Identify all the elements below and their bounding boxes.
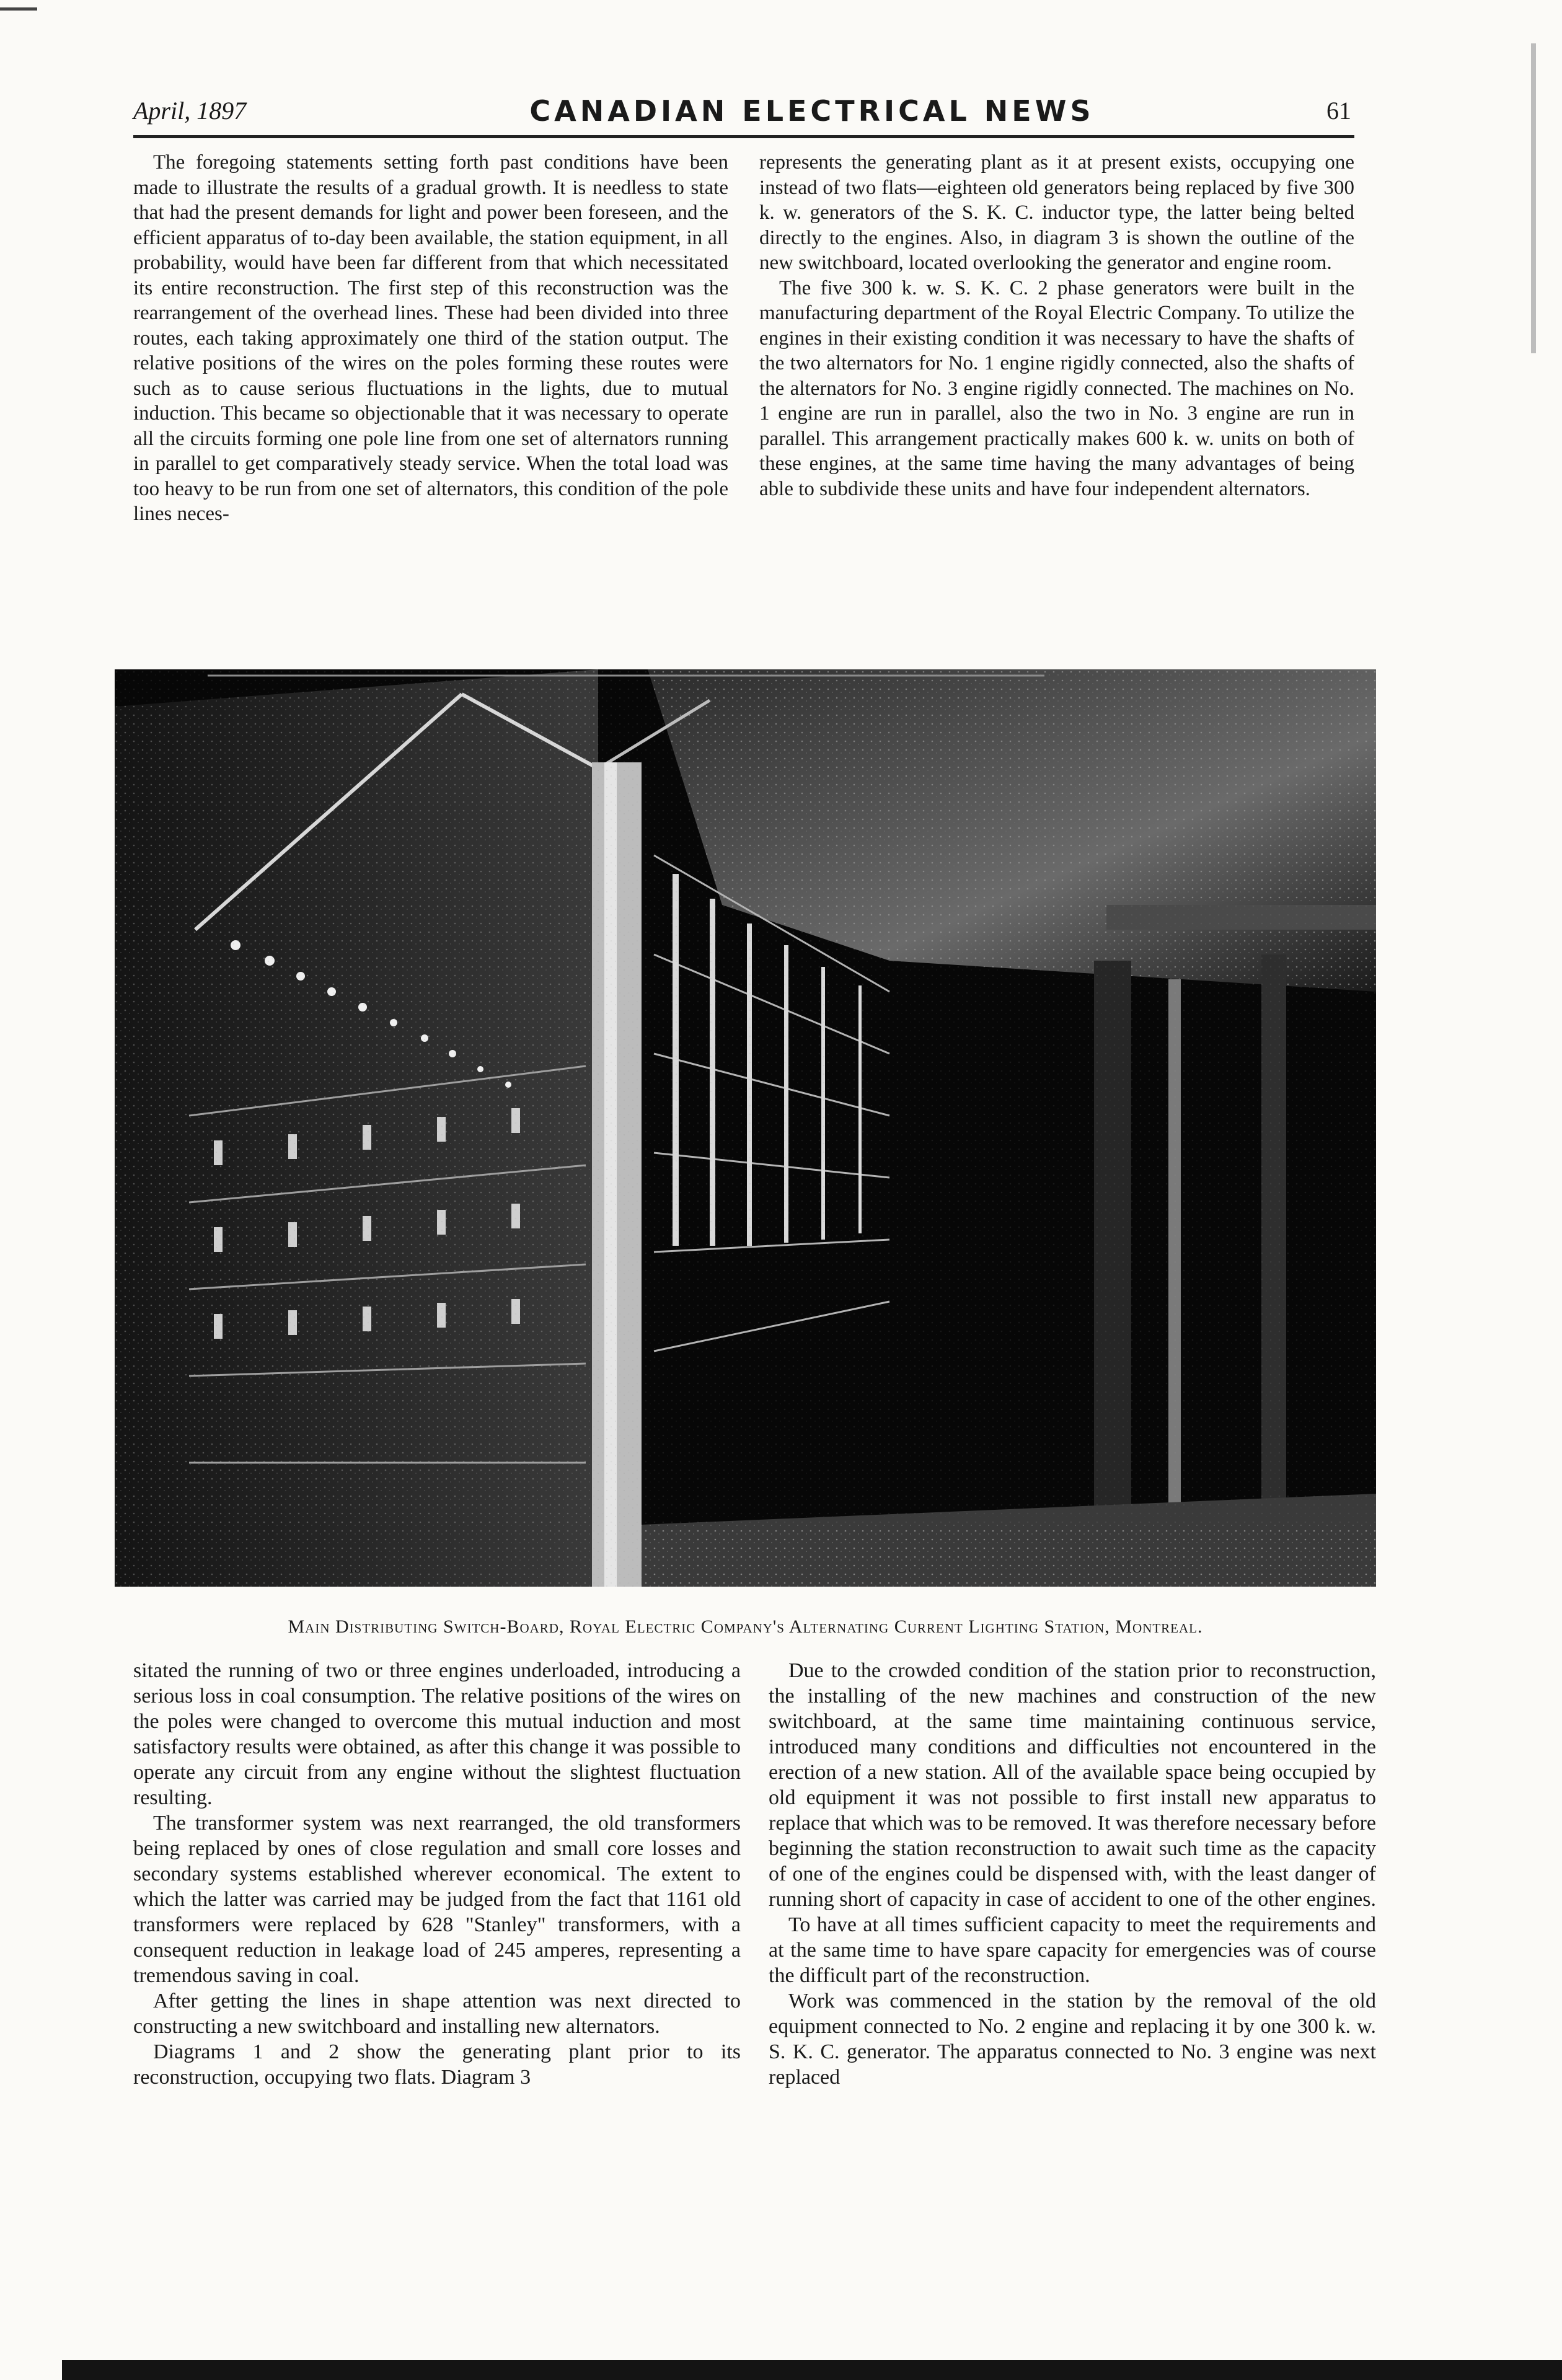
- paragraph: After getting the lines in shape attention was next directed to constructing a new switchboard and installing new alternators.: [133, 1990, 741, 2038]
- masthead-title: CANADIAN ELECTRICAL NEWS: [529, 94, 1095, 128]
- photo-caption: Main Distributing Switch-Board, Royal Electric Company's Alternating Current Lighting Station, Montreal.: [288, 1616, 1203, 1637]
- scan-bottom-edge: [62, 2360, 1562, 2380]
- switchboard-photo-illustration: [115, 669, 1376, 1587]
- paragraph: Diagrams 1 and 2 show the generating plant prior to its reconstruction, occupying two flats. Diagram 3: [133, 2040, 741, 2089]
- issue-date: April, 1897: [133, 97, 247, 125]
- scan-mark: [0, 7, 37, 11]
- paragraph: The five 300 k. w. S. K. C. 2 phase generators were built in the manufacturing department of the Royal Electric Company. To utilize the engines in their existing condition it was necessary to have the shafts of the two alternators for No. 1 engine rigidly connected, also the shafts of the alternators for No. 3 engine rigidly connected. The machines on No. 1 engine are run in parallel, also the two in No. 3 engine are run in parallel. This arrangement practically makes 600 k. w. units on both of these engines, at the same time having the many advantages of being able to subdivide these units and have four independent alternators.: [759, 276, 1354, 500]
- article-column-bottom-right: [769, 1658, 1376, 2090]
- paragraph: Work was commenced in the station by the removal of the old equipment connected to No. 2 engine and replacing it by one 300 k. w. S. K. C. generator. The apparatus connected to No. 3 engine was next replaced: [769, 1990, 1376, 2089]
- header-rule: [133, 135, 1354, 138]
- scan-edge-mark: [1531, 43, 1536, 353]
- article-column-bottom-left: [133, 1658, 741, 2090]
- page-number: 61: [1326, 97, 1351, 125]
- switchboard-photograph: [115, 669, 1376, 1587]
- article-column-top-left: [133, 150, 728, 527]
- paragraph: The foregoing statements setting forth past conditions have been made to illustrate the results of a gradual growth. It is needless to state that had the present demands for light and power been foreseen, and the efficient apparatus of to-day been available, the station equipment, in all probability, would have been far different from that which necessitated its entire reconstruction. The first step of this reconstruction was the rearrangement of the overhead lines. These had been divided into three routes, each taking approximately one third of the station output. The relative positions of the wires on the poles forming these routes were such as to cause serious fluctuations in the lights, due to mutual induction. This became so objectionable that it was necessary to operate all the circuits forming one pole line from one set of alternators running in parallel to get comparatively steady service. When the total load was too heavy to be run from one set of alternators, this condition of the pole lines neces-: [133, 151, 728, 525]
- paragraph: represents the generating plant as it at present exists, occupying one instead of two flats—eighteen old generators being replaced by five 300 k. w. generators of the S. K. C. inductor type, the latter being belted directly to the engines. Also, in diagram 3 is shown the outline of the new switchboard, located overlooking the generator and engine room.: [759, 151, 1354, 274]
- paragraph: The transformer system was next rearranged, the old transformers being replaced by ones of close regulation and small core losses and secondary systems established wherever economical. The extent to which the latter was carried may be judged from the fact that 1161 old transformers were replaced by 628 "Stanley" transformers, with a consequent reduction in leakage load of 245 amperes, representing a tremendous saving in coal.: [133, 1812, 741, 1987]
- paragraph: Due to the crowded condition of the station prior to reconstruction, the installing of the new machines and construction of the new switchboard, at the same time maintaining continuous service, introduced many conditions and difficulties not encountered in the erection of a new station. All of the available space being occupied by old equipment it was not possible to first install new apparatus to replace that which was to be removed. It was therefore necessary before beginning the station reconstruction to await such time as the capacity of one of the engines could be dispensed with, with the least danger of running short of capacity in case of accident to one of the other engines.: [769, 1659, 1376, 1911]
- paragraph: To have at all times sufficient capacity to meet the requirements and at the same time to have spare capacity for emergencies was of course the difficult part of the reconstruction.: [769, 1913, 1376, 1987]
- paragraph: sitated the running of two or three engines underloaded, introducing a serious loss in coal consumption. The relative positions of the wires on the poles were changed to overcome this mutual induction and most satisfactory results were obtained, as after this change it was possible to operate any circuit from any engine without the slightest fluctuation resulting.: [133, 1659, 741, 1809]
- article-column-top-right: [759, 150, 1354, 501]
